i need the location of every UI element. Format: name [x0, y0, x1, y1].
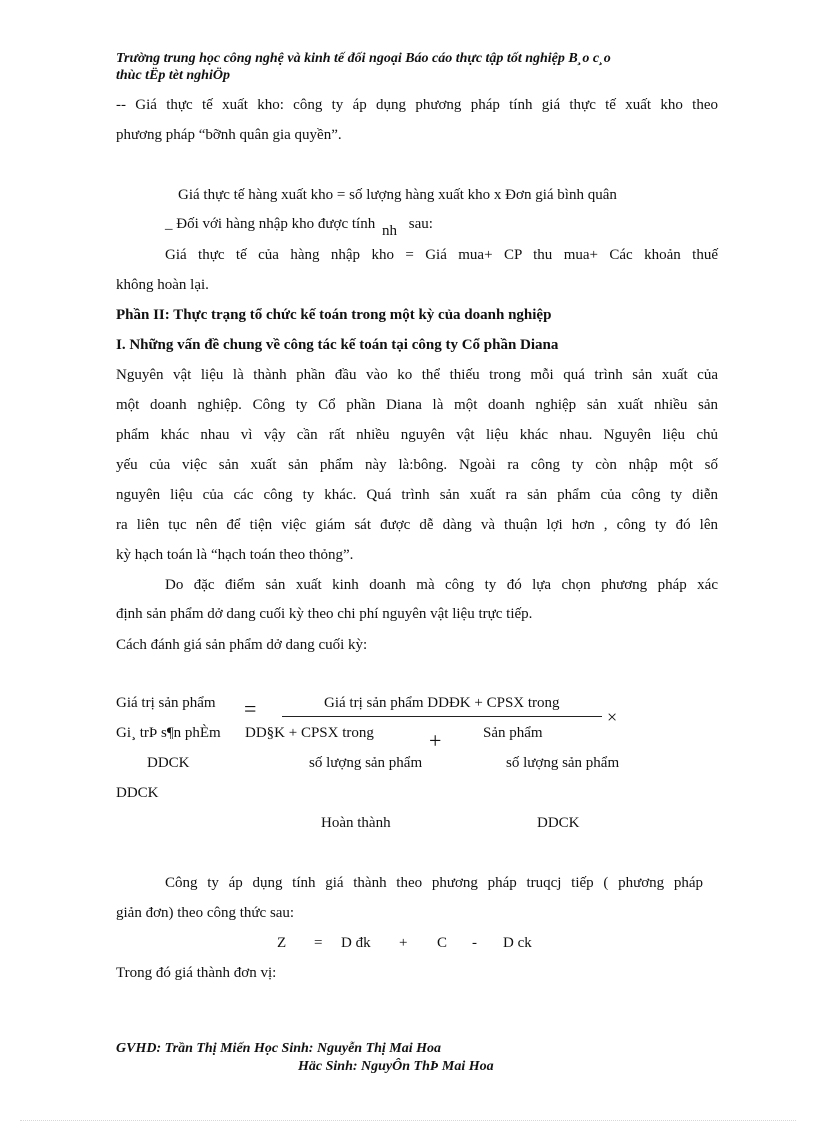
paragraph-line: Cách đánh giá sản phẩm dở dang cuối kỳ:: [116, 637, 368, 653]
paragraph-line: yếu của việc sản xuất sản phẩm này là:bông. Ngoài ra công ty còn nhập một số: [116, 457, 718, 473]
paragraph-line: phẩm khác nhau vì vậy cần rất nhiều nguyên vật liệu khác nhau. Nguyên liệu chủ: [116, 427, 718, 443]
formula-plus: +: [399, 935, 408, 951]
paragraph-line: ra liên tục nên để tiện việc giám sát được dễ dàng và thuận lợi hơn , công ty đó lên: [116, 517, 718, 533]
formula-denominator-b3: DDCK: [537, 815, 580, 831]
page-bottom-edge: [20, 1120, 796, 1121]
formula-denominator-a2: số lượng sản phẩm: [309, 755, 423, 771]
paragraph-line: [165, 215, 433, 239]
formula-lhs-line4: DDCK: [116, 785, 159, 801]
paragraph-line: định sản phẩm dở dang cuối kỳ theo chi phí nguyên vật liệu trực tiếp.: [116, 606, 533, 622]
paragraph-line: một doanh nghiệp. Công ty Cổ phần Diana là một doanh nghiệp sản xuất nhiều sản: [116, 397, 718, 413]
part-title: Phần II: Thực trạng tổ chức kế toán trong một kỳ của doanh nghiệp: [116, 307, 552, 323]
paragraph-line: nguyên liệu của các công ty khác. Quá trình sản xuất ra sản phẩm của công ty diễn: [116, 487, 718, 503]
formula-plus-sign: +: [429, 728, 442, 753]
formula-z: Z: [277, 935, 287, 951]
formula-equals-sign: =: [244, 696, 257, 721]
formula-minus: -: [472, 935, 477, 951]
formula-equals: =: [314, 935, 323, 951]
formula-denominator-b2: số lượng sản phẩm: [506, 755, 620, 771]
formula-c: C: [437, 935, 448, 951]
formula-d-ck: D ck: [503, 935, 532, 951]
paragraph-text: sau:: [408, 216, 433, 232]
subscript-text: nh: [381, 223, 397, 239]
paragraph-line: -- Giá thực tế xuất kho: công ty áp dụng phương pháp tính giá thực tế xuất kho theo: [116, 97, 718, 113]
formula-numerator: Giá trị sản phẩm DDĐK + CPSX trong: [324, 695, 560, 711]
formula-line: Giá thực tế hàng xuất kho = số lượng hàng xuất kho x Đơn giá bình quân: [178, 187, 617, 203]
formula-lhs-line3: DDCK: [147, 755, 190, 771]
paragraph-line: Nguyên vật liệu là thành phần đầu vào ko thể thiếu trong mỗi quá trình sản xuất của: [116, 367, 718, 383]
fraction-bar: [282, 716, 602, 717]
formula-denominator-a3: Hoàn thành: [321, 815, 391, 831]
paragraph-line: kỳ hạch toán là “hạch toán theo thỏng”.: [116, 547, 354, 563]
paragraph-line: giản đơn) theo công thức sau:: [116, 905, 295, 921]
paragraph-line: phương pháp “bỡnh quân gia quyền”.: [116, 127, 342, 143]
page-footer-line2: Häc Sinh: NguyÔn ThÞ Mai Hoa: [298, 1059, 494, 1074]
section-title: I. Những vấn đề chung về công tác kế toán tại công ty Cổ phần Diana: [116, 337, 559, 353]
formula-lhs-line2: Gi¸ trÞ s¶n phÈm: [116, 725, 221, 741]
page-header-line1: Trường trung học công nghệ và kinh tế đối ngoại Báo cáo thực tập tốt nghiệp B¸o c¸o: [116, 51, 611, 66]
paragraph-text: _ Đối với hàng nhập kho được tính: [165, 216, 376, 232]
paragraph-line: Trong đó giá thành đơn vị:: [116, 965, 277, 981]
page-header-line2: thùc tËp tèt nghiÖp: [116, 68, 230, 83]
formula-lhs-line1: Giá trị sản phẩm: [116, 695, 216, 711]
paragraph-line: không hoàn lại.: [116, 277, 209, 293]
paragraph-line: Do đặc điểm sản xuất kinh doanh mà công ty đó lựa chọn phương pháp xác: [165, 577, 718, 593]
formula-denominator-b: Sản phẩm: [483, 725, 543, 741]
formula-d-dk: D đk: [341, 935, 371, 951]
formula-times-sign: ×: [607, 707, 618, 727]
formula-denominator-a: DD§K + CPSX trong: [245, 725, 374, 741]
paragraph-line: Công ty áp dụng tính giá thành theo phương pháp truqcj tiếp ( phương pháp: [165, 875, 703, 891]
page-footer-line1: GVHD: Trần Thị Miến Học Sinh: Nguyễn Thị Mai Hoa: [116, 1041, 442, 1056]
paragraph-line: Giá thực tế của hàng nhập kho = Giá mua+ CP thu mua+ Các khoản thuế: [165, 247, 718, 263]
